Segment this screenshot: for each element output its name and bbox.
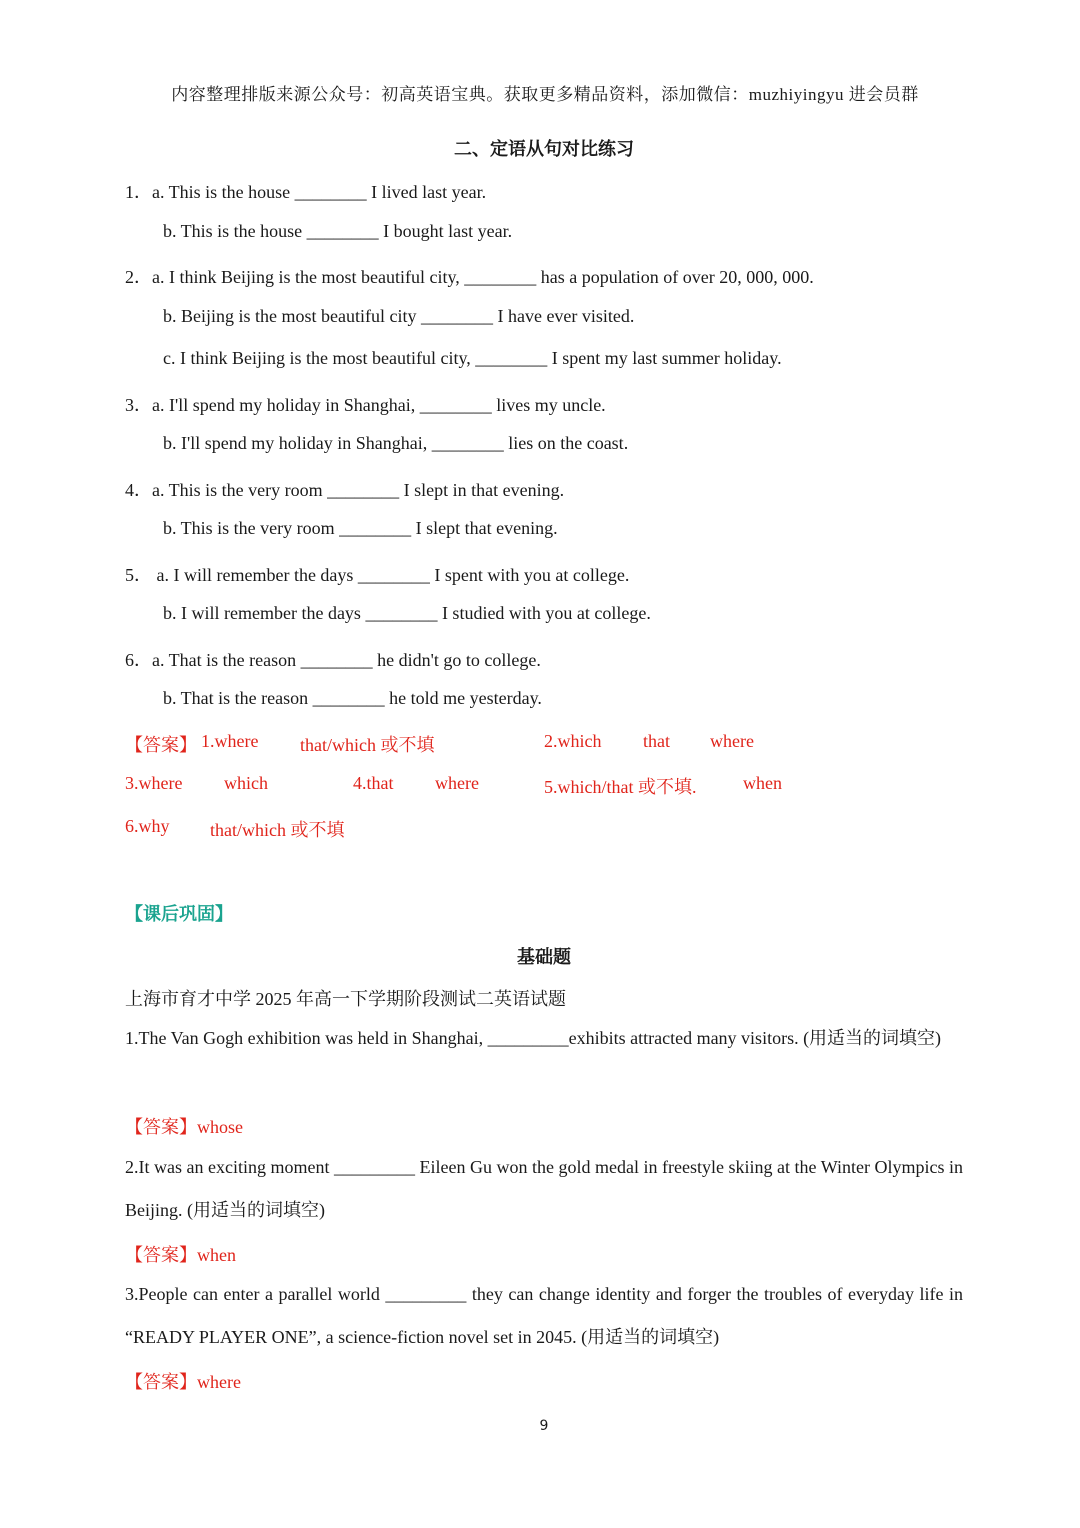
answer-1-first: 1.where (201, 731, 259, 751)
exercise-1b: b. This is the house ________ I bought last year. (163, 221, 513, 241)
answer-4-first: 4.that (353, 773, 394, 793)
source-line: 上海市育才中学 2025 年高一下学期阶段测试二英语试题 (125, 989, 566, 1009)
answer-5-second: when (743, 773, 782, 793)
answer-3-second: which (224, 773, 268, 793)
answer-6-first: 6.why (125, 816, 170, 836)
answer-3-first: 3.where (125, 773, 183, 793)
question-2-answer (125, 1241, 236, 1267)
exercise-4a: 4．a. This is the very room ________ I slept in that evening. (125, 480, 565, 500)
exercise-5b: b. I will remember the days ________ I studied with you at college. (163, 603, 651, 623)
answer-label: 【答案】 (125, 735, 197, 755)
question-3-answer (125, 1368, 241, 1394)
answer-2-third: where (710, 731, 754, 751)
exercise-1a: 1．a. This is the house ________ I lived last year. (125, 182, 487, 202)
answer-label: 【答案】 (125, 1117, 197, 1137)
answer-4-second: where (435, 773, 479, 793)
page-number: 9 (539, 1418, 549, 1434)
exercise-4b: b. This is the very room ________ I slept that evening. (163, 518, 558, 538)
question-2: 2.It was an exciting moment _________ Eileen Gu won the gold medal in freestyle skiing at the Winter Olympics in Beijing. (用适当的词填空) (125, 1157, 963, 1220)
review-heading: 【课后巩固】 (125, 904, 233, 924)
question-1: 1.The Van Gogh exhibition was held in Shanghai, _________exhibits attracted many visitors. (用适当的词填空) (125, 1028, 942, 1048)
page-header: 内容整理排版来源公众号：初高英语宝典。获取更多精品资料，添加微信：muzhiyingyu 进会员群 (171, 85, 919, 104)
answer-2-first: 2.which (544, 731, 602, 751)
question-1-answer (125, 1113, 243, 1139)
answer-value: where (197, 1372, 241, 1392)
section-title: 二、定语从句对比练习 (454, 139, 634, 159)
exercise-3a: 3．a. I'll spend my holiday in Shanghai, ________ lives my uncle. (125, 395, 606, 415)
exercise-3b: b. I'll spend my holiday in Shanghai, ________ lies on the coast. (163, 433, 629, 453)
answer-2-second: that (643, 731, 670, 751)
exercise-6a: 6．a. That is the reason ________ he didn't go to college. (125, 650, 541, 670)
answer-value: whose (197, 1117, 243, 1137)
exercise-2b: b. Beijing is the most beautiful city ________ I have ever visited. (163, 306, 635, 326)
exercise-6b: b. That is the reason ________ he told me yesterday. (163, 688, 542, 708)
exercise-2a: 2．a. I think Beijing is the most beautiful city, ________ has a population of over 20, 000, 000. (125, 267, 814, 287)
answer-1-second: that/which 或不填 (300, 735, 435, 755)
exercise-5a: 5． a. I will remember the days ________ I spent with you at college. (125, 565, 630, 585)
answer-6-second: that/which 或不填 (210, 820, 345, 840)
exercise-2c: c. I think Beijing is the most beautiful city, ________ I spent my last summer holiday. (163, 348, 782, 368)
answer-label: 【答案】 (125, 1245, 197, 1265)
answer-value: when (197, 1245, 236, 1265)
answer-label: 【答案】 (125, 1372, 197, 1392)
question-3: 3.People can enter a parallel world _________ they can change identity and forger the troubles of everyday life in “READY PLAYER ONE”, a science-fiction novel set in 2045. (用适当的词填空) (125, 1284, 963, 1347)
review-subheading: 基础题 (517, 947, 571, 967)
answer-5-first: 5.which/that 或不填. (544, 777, 697, 797)
